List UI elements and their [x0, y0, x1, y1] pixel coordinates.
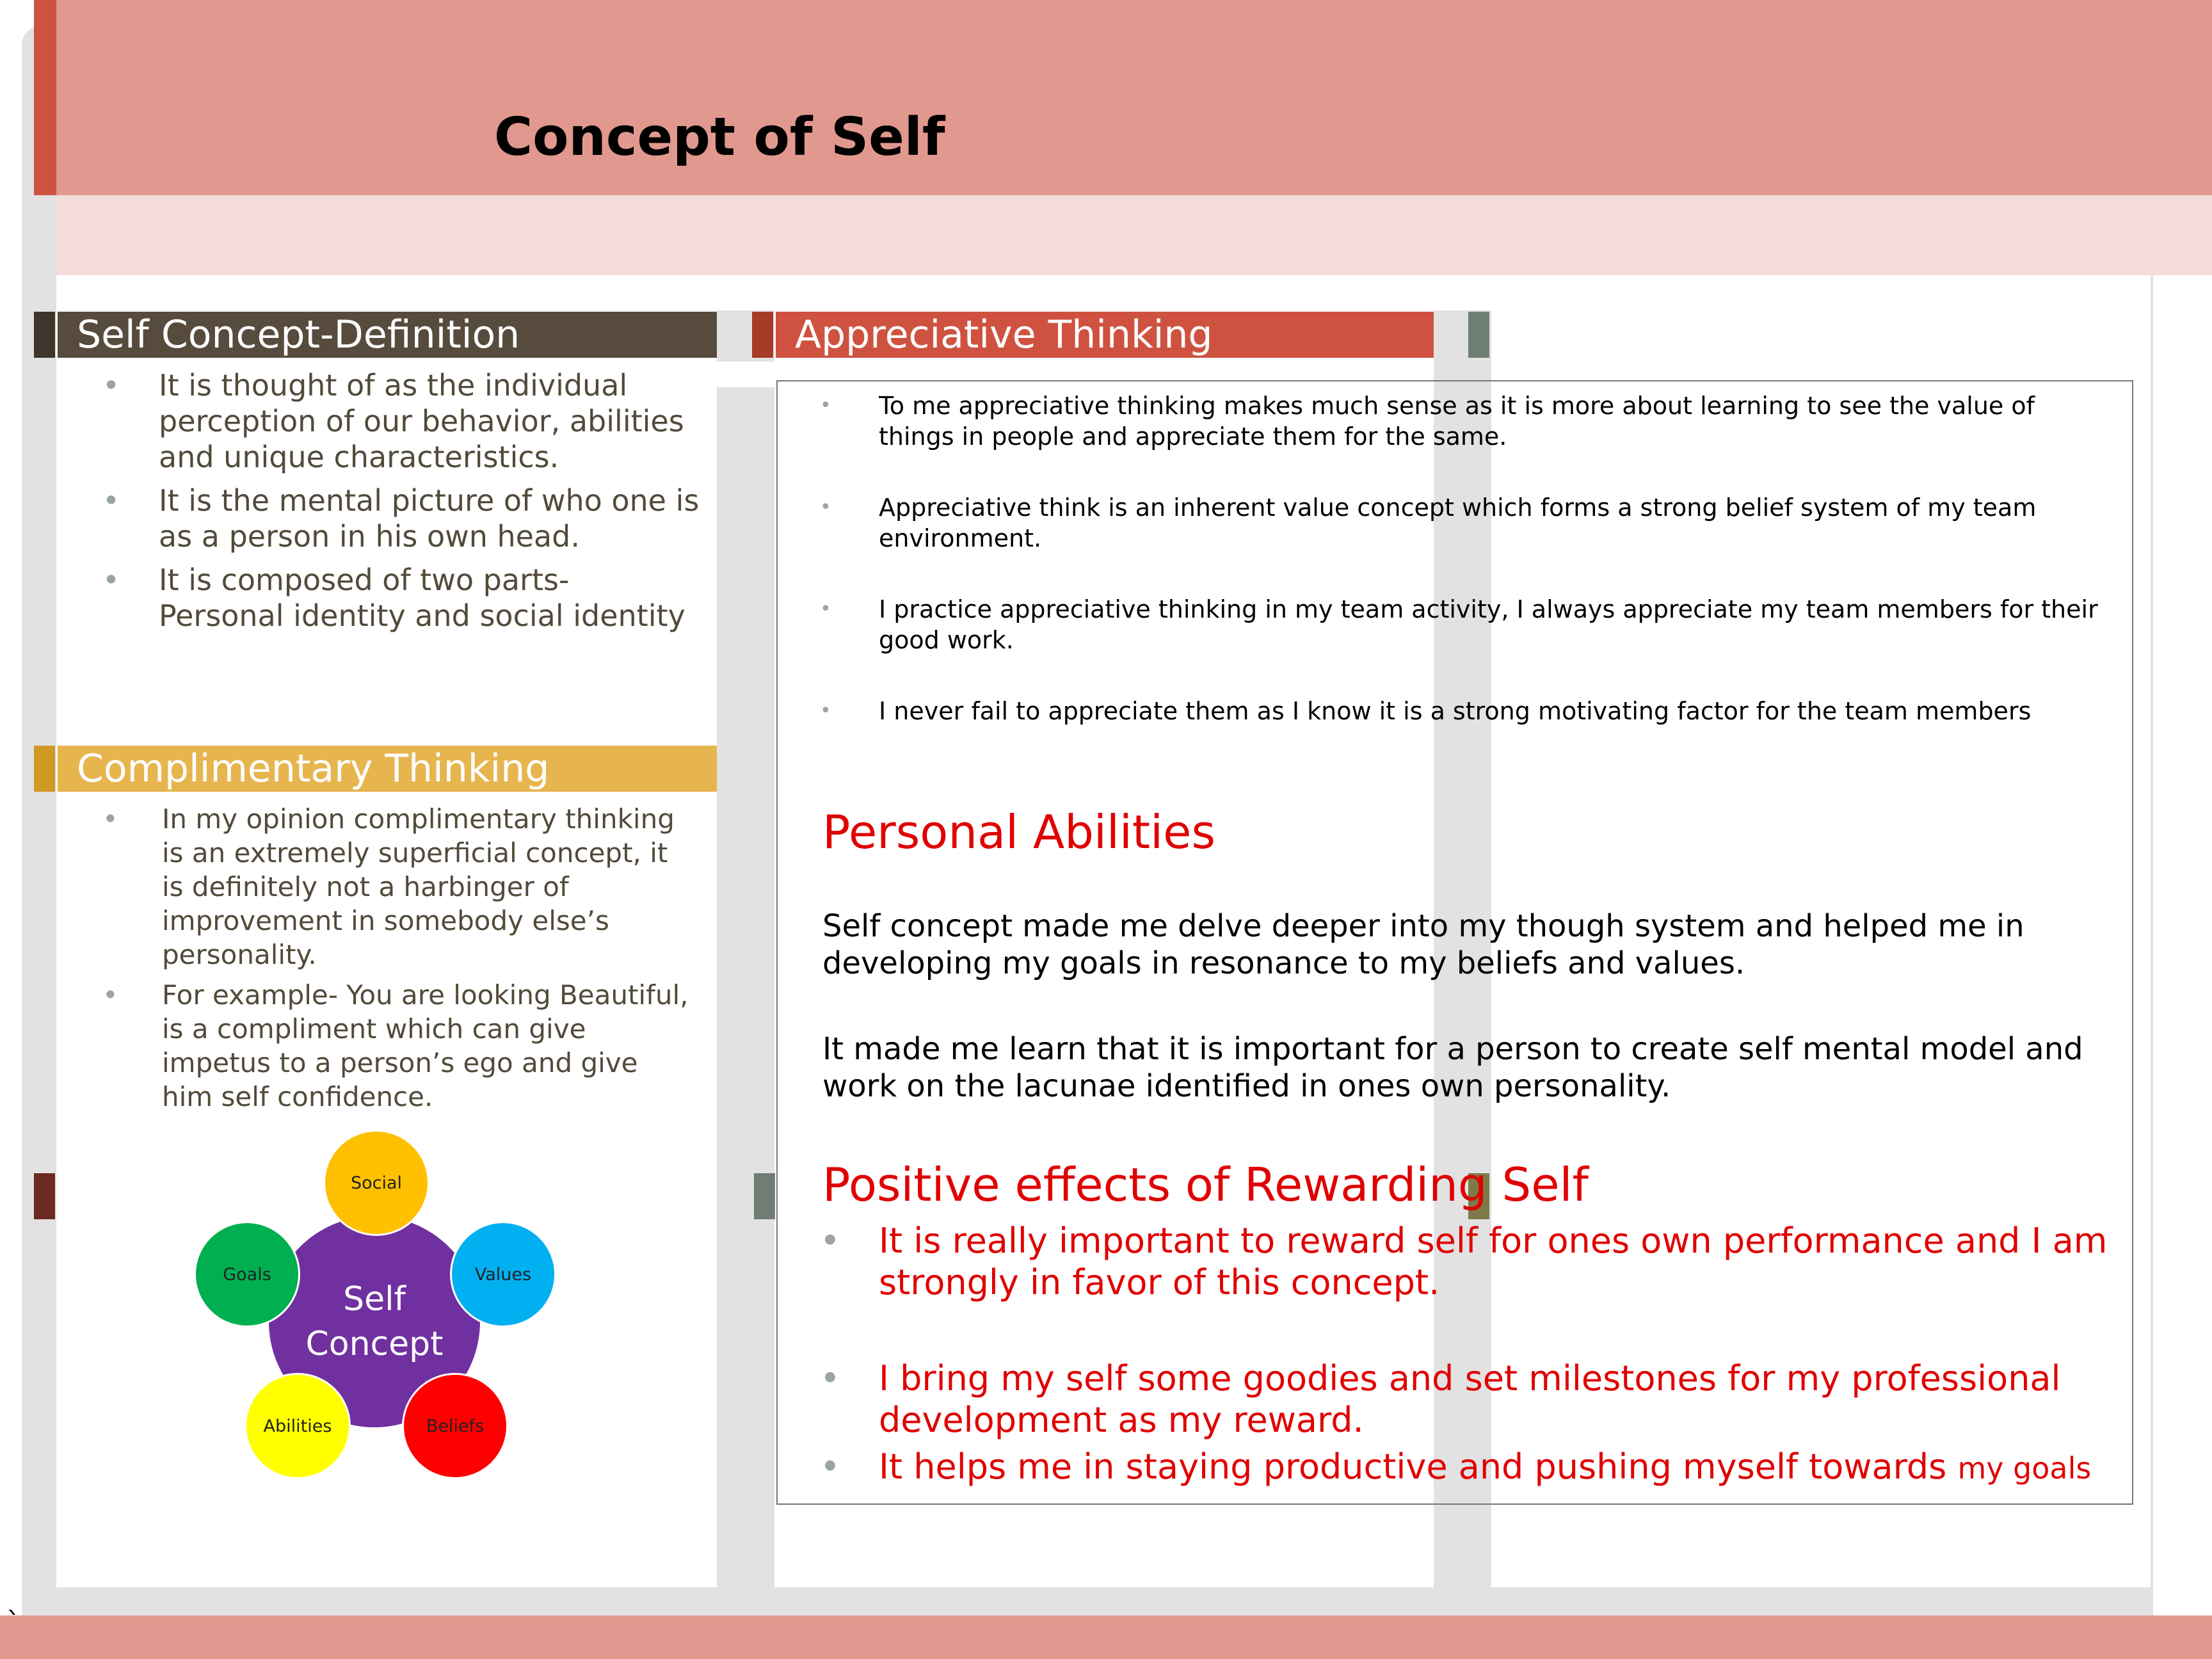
- personal-paragraph-2: It made me learn that it is important for a person to create self mental model and work on the lacunae identified in ones own personality.: [822, 1031, 2083, 1104]
- bullet-icon: •: [102, 563, 120, 597]
- definition-accent: [34, 312, 55, 358]
- diagram-node-beliefs: Beliefs: [402, 1373, 508, 1479]
- bullet-icon: •: [102, 803, 118, 835]
- bullet-icon: •: [102, 368, 120, 403]
- page-title: Concept of Self: [494, 107, 945, 168]
- list-item: • I practice appreciative thinking in my team activity, I always appreciate my team members for their good work.: [820, 595, 2098, 654]
- bullet-icon: •: [102, 979, 118, 1011]
- right-top-marker: [1468, 312, 1489, 358]
- diagram-center: Self Concept: [269, 1216, 480, 1427]
- rewarding-heading: Positive effects of Rewarding Self: [822, 1158, 1589, 1212]
- personal-paragraph-1: Self concept made me delve deeper into my though system and helped me in developing my goals in resonance to my beliefs and values.: [822, 908, 2024, 981]
- footer-band: [0, 1615, 2212, 1659]
- list-item: • I never fail to appreciate them as I know it is a strong motivating factor for the team members: [820, 697, 2032, 725]
- header-light-band: [56, 195, 2212, 275]
- diagram-node-goals: Goals: [194, 1221, 300, 1327]
- top-white-strip: [56, 272, 2149, 310]
- personal-heading: Personal Abilities: [822, 805, 1215, 859]
- header-accent-bar: [34, 0, 56, 195]
- corner-mark: `: [6, 1607, 20, 1639]
- list-item: • I bring my self some goodies and set milestones for my professional development as my reward.: [820, 1358, 2061, 1440]
- list-item: • In my opinion complimentary thinking is an extremely superficial concept, it is definitely not a harbinger of improvement in somebody else’s personality.: [102, 803, 675, 970]
- list-item: • It is thought of as the individual perception of our behavior, abilities and unique characteristics.: [102, 368, 684, 474]
- complimentary-list: [56, 802, 696, 1120]
- definition-list: [56, 367, 703, 641]
- bullet-icon: •: [820, 1447, 840, 1487]
- diagram-node-social: Social: [323, 1130, 429, 1236]
- list-item: • It helps me in staying productive and pushing myself towards my goals: [820, 1447, 2092, 1487]
- diagram-node-values: Values: [450, 1221, 556, 1327]
- bullet-icon: •: [820, 700, 831, 722]
- list-item: • Appreciative think is an inherent value concept which forms a strong belief system of my team environment.: [820, 493, 2037, 552]
- bullet-icon: •: [820, 1221, 840, 1261]
- complimentary-accent: [34, 746, 55, 792]
- appreciative-list: [776, 390, 2108, 767]
- list-item: • It is composed of two parts- Personal identity and social identity: [102, 563, 685, 633]
- self-concept-diagram: [186, 1126, 570, 1485]
- appreciative-accent: [752, 312, 773, 358]
- list-item: • To me appreciative thinking makes much sense as it is more about learning to see the value of things in people and appreciate them for the same.: [820, 392, 2035, 451]
- list-item: • It is the mental picture of who one is as a person in his own head.: [102, 483, 700, 554]
- diagram-node-abilities: Abilities: [244, 1373, 351, 1479]
- rewarding-list: [776, 1220, 2120, 1489]
- header-band: [34, 0, 2212, 195]
- bullet-icon: •: [820, 598, 831, 620]
- bullet-icon: •: [820, 1358, 840, 1399]
- bullet-icon: •: [820, 394, 831, 417]
- list-item: • It is really important to reward self for ones own performance and I am strongly in favor of this concept.: [820, 1221, 2108, 1302]
- definition-heading: Self Concept-Definition: [77, 312, 520, 357]
- list-item: • For example- You are looking Beautiful, is a compliment which can give impetus to a person’s ego and give him self confidence.: [102, 979, 689, 1112]
- bullet-icon: •: [820, 496, 831, 518]
- bullet-icon: •: [102, 483, 120, 518]
- left-lower-marker: [34, 1173, 55, 1219]
- middle-lower-marker: [754, 1173, 775, 1219]
- complimentary-heading: Complimentary Thinking: [77, 746, 550, 791]
- appreciative-heading: Appreciative Thinking: [795, 312, 1213, 357]
